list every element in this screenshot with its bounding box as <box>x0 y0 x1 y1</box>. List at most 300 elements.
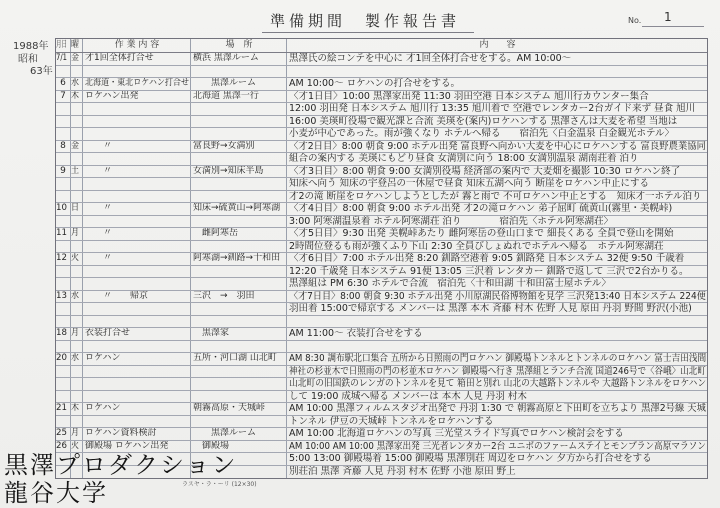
weekday-cell-text: 金 <box>71 140 79 151</box>
weekday-cell <box>71 91 83 103</box>
place-cell <box>191 203 287 215</box>
content-cell-text: 組合の案内する 美瑛にもどり昼食 女満別に向う 18:00 女満別温泉 湖南荘着 泊り <box>289 153 639 164</box>
date-cell <box>56 241 71 253</box>
content-cell-text: 神社の杉並木で日照雨の門の杉並木ロケハン 御殿場へ行き 黒澤組とランチ合流 国道246号で〈谷峨〉山北町 <box>289 365 706 377</box>
date-cell-text: 8 <box>60 140 66 151</box>
content-cell-text: 〈才7日目〉8:00 朝食 9:30 ホテル出発 小川原湖民俗博物館を見学 三沢発13:40 日本システム 224便 <box>289 290 706 302</box>
work-cell-text: 〃 <box>85 253 113 263</box>
weekday-cell <box>71 103 83 115</box>
content-cell-text: 〈才1日目〉10:00 黒澤家出発 11:30 羽田空港 日本システム 旭川行カウンター集合 <box>289 90 649 102</box>
date-cell <box>56 66 71 78</box>
date-cell-text: 9 <box>60 165 66 176</box>
content-cell-text: 知床へ向う 知床の宇登呂の一休屋で昼食 知床五湖へ向う 断崖をロケハン中止にする <box>289 178 649 189</box>
content-cell <box>287 416 707 428</box>
table-row <box>56 353 707 366</box>
table-row <box>56 128 707 141</box>
work-cell-text: 〃 <box>85 140 113 151</box>
table-row <box>56 78 707 91</box>
place-cell <box>191 378 287 390</box>
date-cell <box>56 203 71 215</box>
work-cell <box>83 91 191 103</box>
work-cell <box>83 103 191 115</box>
content-cell-text: 黒澤組は PM 6:30 ホテルで合流 宿泊先〈十和田湖 十和田富士屋ホテル〉 <box>289 278 611 289</box>
work-cell <box>83 128 191 140</box>
weekday-cell <box>71 391 83 403</box>
work-cell-text: 〃 <box>85 228 113 238</box>
table-row <box>56 341 707 354</box>
weekday-cell <box>71 328 83 340</box>
date-cell <box>56 403 71 415</box>
content-cell-text: 12:00 羽田発 日本システム 旭川行 13:35 旭川着で 空港でレンタカー2台ガイド来ず 昼食 旭川 <box>289 103 696 114</box>
content-cell <box>287 166 707 178</box>
work-cell <box>83 391 191 403</box>
work-cell <box>83 366 191 378</box>
date-cell <box>56 416 71 428</box>
content-cell-text: 〈才6日目〉7:00 ホテル出発 8:20 釧路空港着 9:05 釧路発 日本システム 32便 9:50 千歳着 <box>289 253 685 264</box>
weekday-cell-text: 火 <box>71 440 79 451</box>
work-cell <box>83 166 191 178</box>
work-cell <box>83 303 191 315</box>
table-header-row <box>56 39 707 53</box>
date-cell <box>56 216 71 228</box>
date-cell <box>56 103 71 115</box>
table-row <box>56 291 707 304</box>
content-cell <box>287 291 707 303</box>
place-cell <box>191 353 287 365</box>
date-cell <box>56 328 71 340</box>
content-cell-text: 〈才2日目〉8:00 朝食 9:00 ホテル出発 富良野へ向かい大麦を中心にロケハンする 富良野農業協同 <box>289 140 707 152</box>
place-cell-text: 北海道 黒澤一行 <box>193 90 259 101</box>
year-note-era: 昭和 <box>18 54 38 65</box>
watermark-production: 黒澤プロダクション <box>4 451 238 479</box>
date-cell-text: 11 <box>56 228 67 238</box>
work-cell-text: ロケハン <box>85 403 121 413</box>
table-row <box>56 391 707 404</box>
place-cell <box>191 291 287 303</box>
watermark-university: 龍谷大学 <box>4 479 108 507</box>
header-date <box>56 39 71 52</box>
date-cell-text: 6 <box>60 78 66 88</box>
place-cell-text: 黒澤家 <box>193 328 230 338</box>
work-cell <box>83 116 191 128</box>
table-row <box>56 166 707 179</box>
place-cell-text: 三沢 → 羽田 <box>193 290 255 301</box>
place-cell-text: 雌阿寒岳 <box>193 228 239 238</box>
content-cell-text: 才2の滝 断崖をロケハンしようとしたが 霧と雨で 不可ロケハン中止とする 知床才一ホテル泊り <box>289 190 702 202</box>
place-cell-text: 黒澤ルーム <box>193 78 257 88</box>
content-cell <box>287 128 707 140</box>
table-row <box>56 316 707 329</box>
table-row <box>56 178 707 191</box>
place-cell-text: 横浜 黒澤ルーム <box>193 53 259 63</box>
place-cell <box>191 403 287 415</box>
work-cell-text: ロケハン <box>85 353 121 363</box>
form-code: ラスヤ・ラ・ーリ (12×30) <box>182 481 257 488</box>
document-title: 準備期間 製作報告書 <box>269 12 460 30</box>
table-row <box>56 116 707 129</box>
content-cell <box>287 53 707 65</box>
work-cell <box>83 416 191 428</box>
weekday-cell <box>71 116 83 128</box>
content-cell-text: 2時間位登るも雨が強くふり下山 2:30 全員びしょぬれでホテルへ帰る ホテル阿寒湖荘 <box>289 240 664 252</box>
table-row <box>56 191 707 204</box>
weekday-cell-text: 日 <box>71 203 79 213</box>
place-cell <box>191 153 287 165</box>
date-cell <box>56 166 71 178</box>
content-cell <box>287 303 707 315</box>
weekday-cell <box>71 166 83 178</box>
place-cell <box>191 53 287 65</box>
work-cell <box>83 278 191 290</box>
weekday-cell <box>71 153 83 165</box>
content-cell-text: AM 10:00 黒澤フィルムスタジオ出発で 丹羽 1:30 で 朝霧高原と下田町を立ちより 黒澤2号線 天城 <box>289 403 706 414</box>
work-cell <box>83 403 191 415</box>
work-cell <box>83 78 191 90</box>
weekday-cell-text: 月 <box>71 228 79 238</box>
weekday-cell <box>71 228 83 240</box>
date-cell <box>56 178 71 190</box>
content-cell <box>287 141 707 153</box>
work-cell <box>83 328 191 340</box>
table-row <box>56 303 707 316</box>
place-cell-text: 五所・河口湖 山北町 <box>193 353 277 363</box>
place-cell <box>191 278 287 290</box>
header-content-text: 内 容 <box>479 40 516 50</box>
content-cell <box>287 78 707 90</box>
content-cell <box>287 103 707 115</box>
work-cell-text: 才1回全体打合せ <box>85 53 154 63</box>
date-cell <box>56 278 71 290</box>
date-cell <box>56 253 71 265</box>
weekday-cell <box>71 53 83 65</box>
table-row <box>56 216 707 229</box>
work-cell <box>83 141 191 153</box>
place-cell <box>191 66 287 78</box>
table-row <box>56 428 707 441</box>
place-cell <box>191 166 287 178</box>
date-cell <box>56 128 71 140</box>
weekday-cell <box>71 66 83 78</box>
content-cell-text: AM 11:00〜 衣装打合せをする <box>289 328 423 339</box>
place-cell <box>191 103 287 115</box>
content-cell <box>287 278 707 290</box>
content-cell <box>287 366 707 378</box>
place-cell <box>191 428 287 440</box>
content-cell-text: AM 8:30 調布駅北口集合 五所から日照雨の門ロケハン 御殿場トンネルとトンネルのロケハン 富士吉田浅間 <box>289 353 707 364</box>
table-row <box>56 241 707 254</box>
place-cell-text: 女満別→知床半島 <box>193 165 264 176</box>
date-cell <box>56 428 71 440</box>
content-cell <box>287 341 707 353</box>
table-row <box>56 103 707 116</box>
date-cell <box>56 316 71 328</box>
work-cell-text: ロケハン資料検討 <box>85 428 157 438</box>
work-cell <box>83 191 191 203</box>
date-cell-text: 12 <box>56 253 67 263</box>
table-row <box>56 53 707 66</box>
weekday-cell <box>71 203 83 215</box>
weekday-cell <box>71 366 83 378</box>
content-cell-text: 〈才4日目〉8:00 朝食 9:00 ホテル出発 才2の滝ロケハン 弟子屈町 硫黄山(霧里・美幌峠) <box>289 203 673 214</box>
content-cell-text: AM 10:00 AM 10:00 黒澤家出発 三光者レンタカー2台 ユニボのファームステイとモンブラン高原マラソン <box>289 440 706 452</box>
work-cell <box>83 216 191 228</box>
content-cell-text: 小麦が中心であった。雨が強くなり ホテルへ帰る 宿泊先〈白金温泉 白金観光ホテル〉 <box>289 128 674 139</box>
work-cell <box>83 66 191 78</box>
place-cell-text: 阿寒湖→釧路→十和田 <box>193 253 281 263</box>
content-cell <box>287 66 707 78</box>
weekday-cell <box>71 378 83 390</box>
date-cell <box>56 391 71 403</box>
weekday-cell-text: 土 <box>71 165 79 176</box>
date-cell-text: 7/1 <box>56 53 67 63</box>
weekday-cell <box>71 241 83 253</box>
header-date-text: 月日 <box>56 40 68 50</box>
place-cell <box>191 141 287 153</box>
work-cell <box>83 341 191 353</box>
weekday-cell-text: 木 <box>71 403 79 413</box>
weekday-cell <box>71 278 83 290</box>
content-cell-text: AM 10:00〜 ロケハンの打合せをする。 <box>289 78 461 89</box>
content-cell <box>287 353 707 365</box>
header-work <box>83 39 191 52</box>
content-cell <box>287 266 707 278</box>
weekday-cell-text: 火 <box>71 253 79 263</box>
weekday-cell-text: 月 <box>71 428 79 438</box>
work-cell <box>83 228 191 240</box>
place-cell-text: 黒澤ルーム <box>193 428 257 438</box>
date-cell-text: 7 <box>60 90 66 101</box>
work-cell <box>83 291 191 303</box>
work-cell-text: ロケハン出発 <box>85 90 139 101</box>
work-cell <box>83 53 191 65</box>
date-cell <box>56 291 71 303</box>
date-cell <box>56 378 71 390</box>
place-cell <box>191 128 287 140</box>
content-cell <box>287 116 707 128</box>
content-cell <box>287 403 707 415</box>
table-row <box>56 203 707 216</box>
place-cell <box>191 328 287 340</box>
date-cell-text: 20 <box>56 353 67 363</box>
content-cell-text: 12:20 千歳発 日本システム 91便 13:05 三沢着 レンタカー 釧路で返して 三沢で2台かりる。 <box>289 265 689 277</box>
date-cell-text: 26 <box>56 440 67 451</box>
weekday-cell <box>71 216 83 228</box>
content-cell <box>287 153 707 165</box>
work-cell <box>83 153 191 165</box>
date-cell <box>56 228 71 240</box>
date-cell <box>56 153 71 165</box>
work-cell <box>83 266 191 278</box>
place-cell <box>191 253 287 265</box>
date-cell <box>56 141 71 153</box>
content-cell <box>287 391 707 403</box>
place-cell-text: 御殿場 <box>193 440 230 451</box>
content-cell <box>287 328 707 340</box>
table-row <box>56 278 707 291</box>
content-cell <box>287 428 707 440</box>
place-cell-text: 知床→硫黄山→阿寒湖 <box>193 203 281 213</box>
weekday-cell-text: 水 <box>71 78 79 88</box>
work-cell-text: 〃 <box>85 165 113 176</box>
place-cell-text: 富良野→女満別 <box>193 140 255 151</box>
date-cell <box>56 91 71 103</box>
content-cell-text: 羽田着 15:00で帰京する メンバーは 黒澤 本木 斉藤 村木 佐野 人見 原田 丹羽 野間 野沢(小池) <box>289 303 692 314</box>
place-cell <box>191 216 287 228</box>
content-cell-text: 5:00 13:00 御殿場着 15:00 御殿場 黒澤別荘 周辺をロケハン 夕方から打合せをする <box>289 453 652 464</box>
table-row <box>56 266 707 279</box>
place-cell <box>191 228 287 240</box>
weekday-cell-text: 木 <box>71 90 79 101</box>
date-cell <box>56 341 71 353</box>
weekday-cell <box>71 253 83 265</box>
weekday-cell-text: 水 <box>71 353 79 363</box>
content-cell-text: して 19:00 成城へ帰る メンバーは 本木 人見 丹羽 村木 <box>289 390 527 402</box>
content-cell <box>287 228 707 240</box>
table-row <box>56 403 707 416</box>
header-work-text: 作 業 内 容 <box>114 40 160 50</box>
date-cell <box>56 53 71 65</box>
report-table <box>55 38 708 479</box>
title-underline <box>262 32 474 33</box>
content-cell-text: 山北町の旧国鉄のレンガのトンネルを見て 箱田と別れ 山北の大越路トンネルや 大越路トンネルをロケハン <box>289 378 707 389</box>
content-cell <box>287 453 707 465</box>
page-number-value: 1 <box>664 10 672 24</box>
weekday-cell-text: 月 <box>71 328 79 338</box>
weekday-cell <box>71 403 83 415</box>
content-cell <box>287 378 707 390</box>
work-cell <box>83 203 191 215</box>
place-cell <box>191 178 287 190</box>
table-row <box>56 366 707 379</box>
date-cell <box>56 191 71 203</box>
work-cell <box>83 428 191 440</box>
work-cell <box>83 316 191 328</box>
weekday-cell <box>71 291 83 303</box>
weekday-cell <box>71 78 83 90</box>
content-cell-text: 〈才3日目〉8:00 朝食 9:00 女満別役場 経済部の案内で 大麦畑を撮影 10:30 ロケハン終了 <box>289 165 681 177</box>
weekday-cell <box>71 353 83 365</box>
place-cell <box>191 341 287 353</box>
weekday-cell <box>71 191 83 203</box>
weekday-cell <box>71 128 83 140</box>
content-cell <box>287 466 707 479</box>
content-cell <box>287 316 707 328</box>
page-number-underline <box>642 26 704 27</box>
place-cell <box>191 391 287 403</box>
content-cell <box>287 253 707 265</box>
weekday-cell <box>71 303 83 315</box>
place-cell <box>191 191 287 203</box>
table-row <box>56 253 707 266</box>
header-place <box>191 39 287 52</box>
header-weekday <box>71 39 83 52</box>
place-cell <box>191 116 287 128</box>
place-cell <box>191 241 287 253</box>
work-cell-text: 〃 <box>85 203 113 213</box>
content-cell <box>287 241 707 253</box>
table-row <box>56 141 707 154</box>
place-cell <box>191 316 287 328</box>
date-cell-text: 25 <box>56 428 67 438</box>
weekday-cell <box>71 416 83 428</box>
place-cell <box>191 416 287 428</box>
table-row <box>56 91 707 104</box>
content-cell <box>287 178 707 190</box>
header-weekday-text: 曜 <box>71 40 79 50</box>
content-cell-text: 〈才5日目〉9:30 出発 美幌峠あたり 雌阿寒岳の登山口まで 細長くある 全員で登山を開始 <box>289 228 674 239</box>
date-cell-text: 10 <box>56 203 67 213</box>
weekday-cell <box>71 428 83 440</box>
date-cell-text: 21 <box>56 403 67 413</box>
weekday-cell-text: 水 <box>71 290 79 301</box>
table-row <box>56 153 707 166</box>
content-cell-text: 16:00 美瑛町役場で観光課と合流 美瑛を(案内)ロケハンする 黒澤さんは大麦を希望 当地は <box>289 115 678 127</box>
date-cell <box>56 366 71 378</box>
content-cell <box>287 441 707 453</box>
work-cell <box>83 178 191 190</box>
work-cell-text: 〃 帰京 <box>85 290 149 301</box>
content-cell <box>287 91 707 103</box>
date-cell <box>56 266 71 278</box>
content-cell-text: 3:00 阿寒湖温泉着 ホテル阿寒湖荘 泊り 宿泊先〈ホテル阿寒湖荘〉 <box>289 215 613 227</box>
content-cell-text: トンネル 伊豆の天城峠 トンネルをロケハンする <box>289 415 494 427</box>
content-cell-text: AM 10:00 北海道ロケハンの写真 三光堂スライド写真でロケハン検討会をする <box>289 428 624 439</box>
work-cell-text: 衣装打合せ <box>85 328 131 338</box>
date-cell <box>56 116 71 128</box>
table-body <box>56 53 707 478</box>
content-cell-text: 別荘泊 黒澤 斉藤 人見 丹羽 村木 佐野 小池 原田 野上 <box>289 465 516 477</box>
content-cell <box>287 203 707 215</box>
table-row <box>56 66 707 79</box>
date-cell <box>56 353 71 365</box>
place-cell <box>191 303 287 315</box>
weekday-cell-text: 金 <box>71 53 79 63</box>
content-cell <box>287 191 707 203</box>
work-cell-text: 御殿場 ロケハン出発 <box>85 440 169 451</box>
work-cell-text: 北海道・東北ロケハン打合せ <box>85 78 190 88</box>
date-cell-text: 18 <box>56 328 67 338</box>
content-cell <box>287 216 707 228</box>
work-cell <box>83 253 191 265</box>
weekday-cell <box>71 141 83 153</box>
table-row <box>56 416 707 429</box>
year-note-western: 1988年 <box>13 41 49 52</box>
header-content <box>287 39 707 52</box>
weekday-cell <box>71 178 83 190</box>
table-row <box>56 328 707 341</box>
work-cell <box>83 378 191 390</box>
header-place-text: 場 所 <box>225 40 253 50</box>
work-cell <box>83 353 191 365</box>
page-number-label: No. <box>628 16 642 25</box>
date-cell <box>56 303 71 315</box>
table-row <box>56 228 707 241</box>
weekday-cell <box>71 316 83 328</box>
date-cell-text: 13 <box>56 290 67 301</box>
table-row <box>56 378 707 391</box>
place-cell <box>191 91 287 103</box>
place-cell <box>191 266 287 278</box>
date-cell <box>56 78 71 90</box>
content-cell-text: 黒澤氏の絵コンテを中心に 才1回全体打合せをする。AM 10:00〜 <box>289 53 572 64</box>
weekday-cell <box>71 341 83 353</box>
place-cell <box>191 366 287 378</box>
place-cell-text: 朝霧高原・天城峠 <box>193 403 266 413</box>
place-cell <box>191 78 287 90</box>
work-cell <box>83 241 191 253</box>
year-note-era-year: 63年 <box>30 66 53 77</box>
weekday-cell <box>71 266 83 278</box>
